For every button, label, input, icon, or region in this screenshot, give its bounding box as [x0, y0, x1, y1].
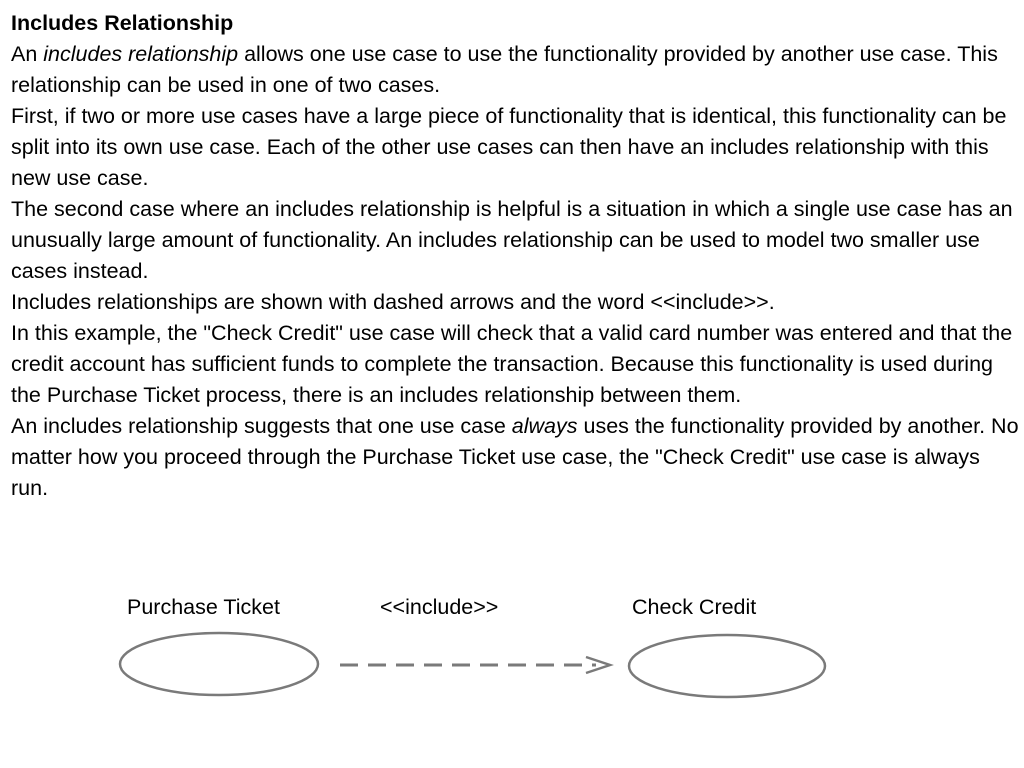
diagram-shapes — [0, 580, 1024, 720]
check-credit-label: Check Credit — [632, 595, 757, 619]
intro-emphasis: includes relationship — [43, 42, 239, 66]
intro-text-end: allows one use case to use the functionality provided by another use case. This relationship can be used in one of two cases. — [11, 42, 998, 97]
check-credit-use-case — [629, 635, 825, 697]
document-body — [11, 8, 1019, 504]
paragraph-notation: Includes relationships are shown with dashed arrows and the word <<include>>. — [11, 290, 775, 314]
closing-text-start: An includes relationship suggests that one use case — [11, 414, 512, 438]
intro-text-start: An — [11, 42, 44, 66]
purchase-ticket-label: Purchase Ticket — [127, 595, 280, 619]
closing-text-end: uses the functionality provided by another. No matter how you proceed through the Purchase Ticket use case, the "Check Credit" use case is always run. — [11, 414, 1019, 500]
closing-emphasis: always — [511, 414, 578, 438]
include-stereotype-label: <<include>> — [380, 595, 499, 619]
paragraph-first-case: First, if two or more use cases have a large piece of functionality that is identical, this functionality can be split into its own use case. Each of the other use cases can then have an includes relationship with this new use case. — [11, 104, 1007, 190]
paragraph-example: In this example, the "Check Credit" use case will check that a valid card number was entered and that the credit account has sufficient funds to complete the transaction. Because this functionality is used during the Purchase Ticket process, there is an includes relationship between them. — [11, 321, 1013, 407]
purchase-ticket-use-case — [120, 633, 318, 695]
document-title: Includes Relationship — [11, 11, 234, 35]
closing-paragraph — [11, 411, 1019, 504]
paragraph-second-case: The second case where an includes relationship is helpful is a situation in which a single use case has an unusually large amount of functionality. An includes relationship can be used to model two smaller use cases instead. — [11, 197, 1013, 283]
intro-paragraph — [11, 39, 1019, 101]
include-arrowhead — [586, 657, 610, 673]
use-case-diagram — [0, 580, 1024, 720]
